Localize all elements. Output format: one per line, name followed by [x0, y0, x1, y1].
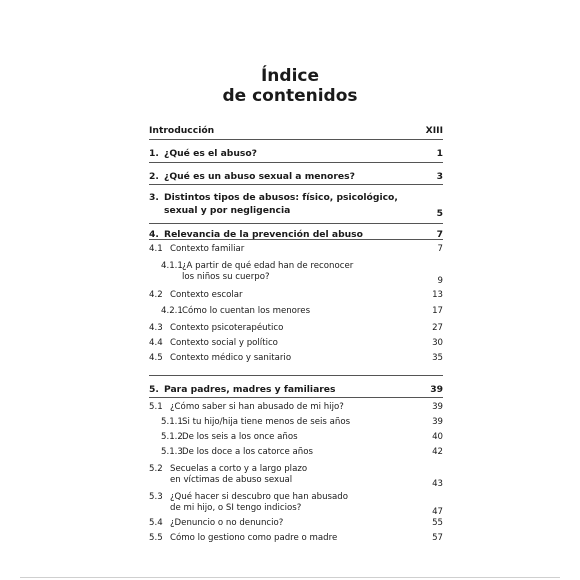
section-rule: [149, 375, 443, 376]
toc-entry-page: XIII: [425, 125, 443, 136]
toc-entry-page: 30: [432, 338, 443, 348]
toc-entry-title: [164, 228, 363, 241]
toc-entry-title: [164, 383, 336, 396]
toc-entry-title: [182, 417, 350, 428]
toc-entry-title-line: ¿Qué es un abuso sexual a menores?: [164, 171, 355, 182]
toc-entry-title-line: Contexto médico y sanitario: [170, 353, 292, 363]
toc-entry-title: [182, 306, 310, 317]
toc-entry-page: 47: [432, 507, 443, 517]
toc-entry-number: 5.1.2: [161, 432, 183, 442]
toc-entry-number: 5.2: [149, 464, 163, 474]
toc-entry-number: 5.3: [149, 492, 163, 502]
toc-entry-title: [170, 290, 243, 301]
toc-entry-number: 5.1.3: [161, 447, 183, 457]
toc-entry-title-line: ¿Denuncio o no denuncio?: [170, 518, 284, 528]
toc-entry-title-line: Si tu hijo/hija tiene menos de seis años: [182, 417, 351, 427]
toc-entry-title: [164, 170, 355, 183]
toc-entry-title-line: los niños su cuerpo?: [182, 272, 270, 282]
section-rule: [149, 184, 443, 185]
toc-entry-title-line: Distintos tipos de abusos: físico, psicológico,: [164, 192, 398, 203]
toc-entry-title: [170, 402, 344, 413]
toc-entry-title-line: en víctimas de abuso sexual: [170, 475, 293, 485]
toc-entry-title: [170, 353, 291, 364]
toc-entry-title-line: De los seis a los once años: [182, 432, 298, 442]
toc-entry-title-line: Para padres, madres y familiares: [164, 384, 336, 395]
toc-entry-title-line: Cómo lo cuentan los menores: [182, 306, 311, 316]
section-rule: [149, 162, 443, 163]
toc-entry-page: 13: [432, 290, 443, 300]
toc-entry-title: [170, 464, 307, 486]
toc-entry-number: 4.3: [149, 323, 163, 333]
toc-entry-title-line: Contexto social y político: [170, 338, 278, 348]
toc-title-line1: Índice: [260, 66, 320, 86]
toc-entry-page: 42: [432, 447, 443, 457]
toc-entry-number: 4.1: [149, 244, 163, 254]
toc-title: [0, 66, 580, 106]
toc-entry-page: 55: [432, 518, 443, 528]
toc-title-line2: de contenidos: [222, 86, 358, 106]
toc-entry-number: 4.2.1: [161, 306, 183, 316]
toc-entry-title-line: Contexto psicoterapéutico: [170, 323, 284, 333]
toc-entry-number: 4.5: [149, 353, 163, 363]
toc-entry-title-line: de mi hijo, o SI tengo indicios?: [170, 503, 302, 513]
toc-entry-title-line: ¿Cómo saber si han abusado de mi hijo?: [170, 402, 344, 412]
section-rule: [149, 139, 443, 140]
toc-entry-title-line: De los doce a los catorce años: [182, 447, 313, 457]
toc-entry-page: 39: [432, 402, 443, 412]
toc-entry-page: 35: [432, 353, 443, 363]
toc-entry-title-line: ¿Qué es el abuso?: [164, 148, 258, 159]
toc-entry-title: [170, 323, 283, 334]
toc-entry-title-line: Contexto escolar: [170, 290, 243, 300]
toc-entry-number: 5.1: [149, 402, 163, 412]
toc-entry-number: 4.1.1: [161, 261, 183, 271]
toc-entry-page: 7: [436, 229, 443, 240]
toc-entry-number: 5.4: [149, 518, 163, 528]
toc-entry-number: 4.4: [149, 338, 163, 348]
toc-entry-page: 40: [432, 432, 443, 442]
toc-entry-page: 5: [436, 208, 443, 219]
toc-entry-page: 1: [436, 148, 443, 159]
toc-entry-number: 2.: [149, 171, 159, 182]
toc-entry-page: 43: [432, 479, 443, 489]
toc-entry-title: [170, 533, 337, 544]
toc-entry-title: [182, 261, 353, 283]
toc-entry-page: 7: [437, 244, 443, 254]
toc-entry-title-line: ¿A partir de qué edad han de reconocer: [182, 261, 354, 271]
toc-entry-title-line: Introducción: [149, 125, 215, 136]
toc-entry-title: [164, 147, 257, 160]
toc-entry-title-line: sexual y por negligencia: [164, 205, 291, 216]
toc-entry-number: 3.: [149, 192, 159, 203]
toc-entry-page: 17: [432, 306, 443, 316]
toc-entry-title: [182, 447, 313, 458]
toc-entry-number: 4.2: [149, 290, 163, 300]
toc-entry-page: 27: [432, 323, 443, 333]
toc-entry-number: 5.: [149, 384, 159, 395]
toc-entry-title-line: Cómo lo gestiono como padre o madre: [170, 533, 338, 543]
toc-entry-title-line: ¿Qué hacer si descubro que han abusado: [170, 492, 348, 502]
toc-entry-number: 5.5: [149, 533, 163, 543]
section-rule: [149, 397, 443, 398]
toc-entry-number: 4.: [149, 229, 159, 240]
bottom-divider: [20, 577, 560, 578]
section-rule: [149, 223, 443, 224]
toc-entry-page: 39: [430, 384, 443, 395]
toc-entry-title: [149, 124, 214, 137]
toc-entry-title-line: Contexto familiar: [170, 244, 245, 254]
toc-entry-page: 39: [432, 417, 443, 427]
toc-entry-page: 9: [437, 276, 443, 286]
toc-entry-title: [164, 191, 398, 217]
toc-entry-title: [170, 518, 283, 529]
toc-entry-title-line: Relevancia de la prevención del abuso: [164, 229, 363, 240]
toc-entry-title-line: Secuelas a corto y a largo plazo: [170, 464, 308, 474]
toc-entry-title: [170, 338, 278, 349]
toc-entry-page: 3: [436, 171, 443, 182]
toc-entry-title: [170, 244, 244, 255]
toc-entry-page: 57: [432, 533, 443, 543]
toc-entry-title: [170, 492, 348, 514]
toc-entry-number: 1.: [149, 148, 159, 159]
toc-entry-number: 5.1.1: [161, 417, 183, 427]
toc-entry-title: [182, 432, 298, 443]
